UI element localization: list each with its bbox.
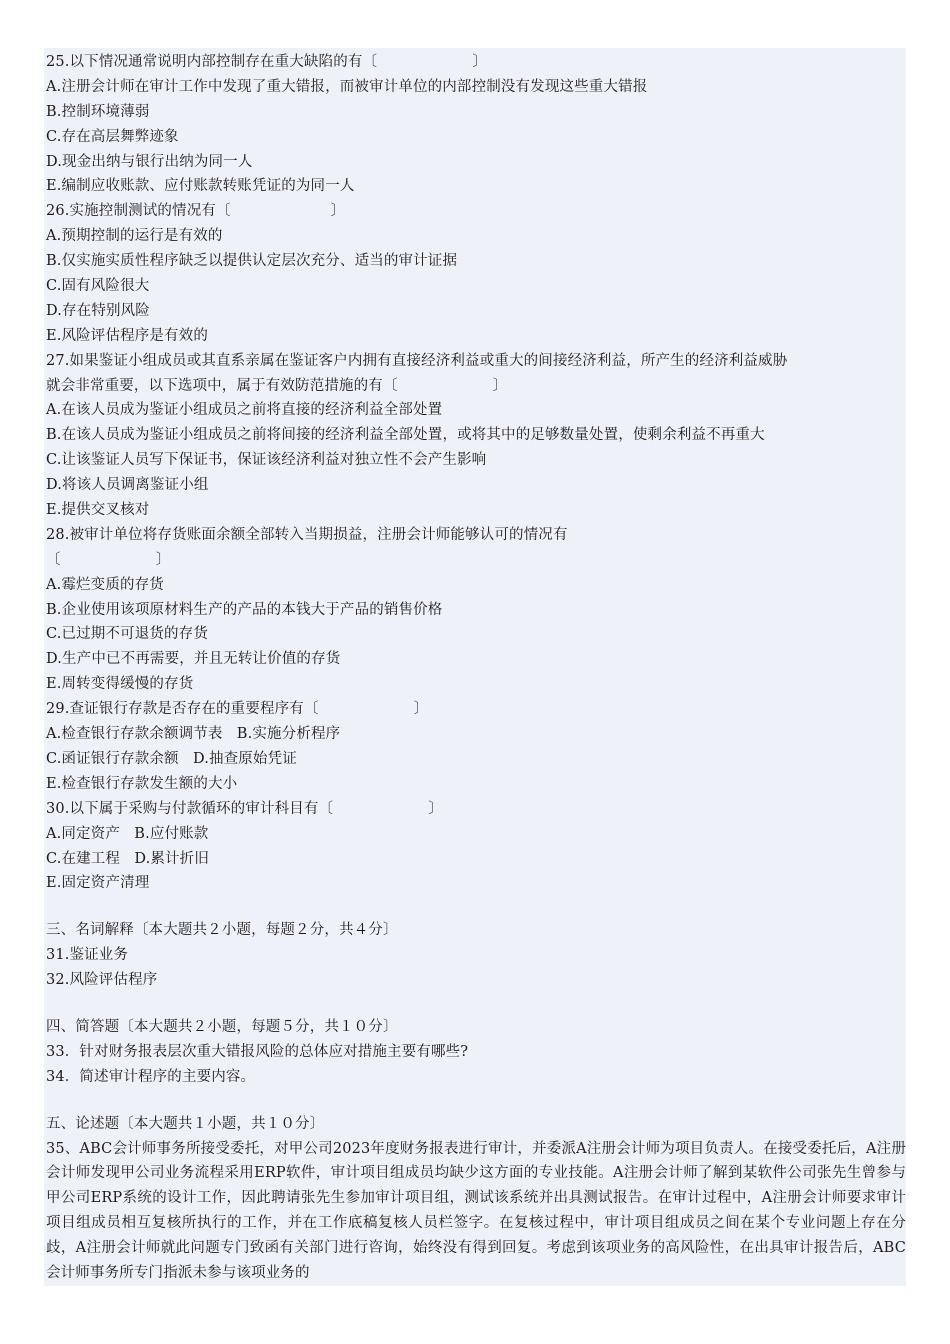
question-27-option-b: B.在该人员成为鉴证小组成员之前将间接的经济利益全部处置，或将其中的足够数量处置，使剩余利益不再重大 bbox=[46, 427, 765, 444]
question-29-stem: 29.查证银行存款是否存在的重要程序有〔 〕 bbox=[46, 701, 429, 718]
question-30-options-ab: A.同定资产 B.应付账款 bbox=[46, 825, 209, 842]
question-26-option-e: E.风险评估程序是有效的 bbox=[46, 327, 208, 344]
section-gap bbox=[46, 993, 906, 1015]
section-gap bbox=[46, 896, 906, 918]
section-5-heading: 五、论述题〔本大题共１小题，共１０分〕 bbox=[46, 1115, 325, 1132]
question-28-option-e: E.周转变得缓慢的存货 bbox=[46, 676, 194, 693]
question-29-options-ab: A.检查银行存款余额调节表 B.实施分析程序 bbox=[46, 726, 341, 743]
question-26-option-b: B.仅实施实质性程序缺乏以提供认定层次充分、适当的审计证据 bbox=[46, 253, 458, 270]
question-31: 31.鉴证业务 bbox=[46, 947, 129, 964]
question-25-option-c: C.存在高层舞弊迹象 bbox=[46, 128, 179, 145]
question-35-paragraph: 35、ABC会计师事务所接受委托，对甲公司2023年度财务报表进行审计，并委派A注册会计师为项目负责人。在接受委托后，A注册会计师发现甲公司业务流程采用ERP软件，审计项目组成员均缺少这方面的专业技能。A注册会计师了解到某软件公司张先生曾参与甲公司ERP系统的设计工作，因此聘请张先生参加审计项目组，测试该系统并出具测试报告。在审计过程中，A注册会计师要求审计项目组成员相互复核所执行的工作，并在工作底稿复核人员栏签字。在复核过程中，审计项目组成员之间在某个专业问题上存在分歧，A注册会计师就此问题专门致函有关部门进行咨询，始终没有得到回复。考虑到该项业务的高风险性，在出具审计报告后，ABC会计师事务所专门指派未参与该项业务的 bbox=[46, 1140, 906, 1282]
question-28-option-a: A.霉烂变质的存货 bbox=[46, 576, 164, 593]
question-29-option-e: E.检查银行存款发生额的大小 bbox=[46, 775, 238, 792]
question-32: 32.风险评估程序 bbox=[46, 972, 158, 989]
question-26-option-c: C.固有风险很大 bbox=[46, 278, 150, 295]
question-33: 33．针对财务报表层次重大错报风险的总体应对措施主要有哪些? bbox=[46, 1043, 469, 1060]
question-25-option-d: D.现金出纳与银行出纳为同一人 bbox=[46, 153, 253, 170]
question-30-options-cd: C.在建工程 D.累计折旧 bbox=[46, 850, 209, 867]
question-28-stem-line-1: 28.被审计单位将存货账面余额全部转入当期损益，注册会计师能够认可的情况有 bbox=[46, 526, 568, 543]
question-26-stem: 26.实施控制测试的情况有〔 〕 bbox=[46, 203, 346, 220]
question-26-option-d: D.存在特别风险 bbox=[46, 302, 150, 319]
question-28-option-b: B.企业使用该项原材料生产的产品的本钱大于产品的销售价格 bbox=[46, 601, 443, 618]
exam-content bbox=[46, 50, 906, 1286]
section-gap bbox=[46, 1090, 906, 1112]
question-27-option-d: D.将该人员调离鉴证小组 bbox=[46, 477, 209, 494]
question-27-option-e: E.提供交叉核对 bbox=[46, 502, 150, 519]
question-25-option-a: A.注册会计师在审计工作中发现了重大错报，而被审计单位的内部控制没有发现这些重大错报 bbox=[46, 78, 648, 95]
question-29-options-cd: C.函证银行存款余额 D.抽查原始凭证 bbox=[46, 750, 297, 767]
section-4-heading: 四、简答题〔本大题共２小题，每题５分，共１０分〕 bbox=[46, 1018, 398, 1035]
question-26-option-a: A.预期控制的运行是有效的 bbox=[46, 228, 223, 245]
question-28-option-c: C.已过期不可退货的存货 bbox=[46, 626, 208, 643]
question-25-option-b: B.控制环境薄弱 bbox=[46, 103, 150, 120]
question-27-stem-line-2: 就会非常重要，以下选项中，属于有效防范措施的有〔 〕 bbox=[46, 377, 508, 394]
question-27-option-a: A.在该人员成为鉴证小组成员之前将直接的经济利益全部处置 bbox=[46, 402, 443, 419]
question-28-option-d: D.生产中已不再需要，并且无转让价值的存货 bbox=[46, 651, 341, 668]
question-28-stem-line-2: 〔 〕 bbox=[46, 551, 171, 568]
question-25-option-e: E.编制应收账款、应付账款转账凭证的为同一人 bbox=[46, 178, 355, 195]
question-30-option-e: E.固定资产清理 bbox=[46, 875, 150, 892]
question-30-stem: 30.以下属于采购与付款循环的审计科目有〔 〕 bbox=[46, 800, 444, 817]
question-27-option-c: C.让该鉴证人员写下保证书，保证该经济利益对独立性不会产生影响 bbox=[46, 452, 487, 469]
question-27-stem-line-1: 27.如果鉴证小组成员或其直系亲属在鉴证客户内拥有直接经济利益或重大的间接经济利益，所产生的经济利益威胁 bbox=[46, 352, 788, 369]
section-3-heading: 三、名词解释〔本大题共２小题，每题２分，共４分〕 bbox=[46, 922, 398, 939]
question-25-stem: 25.以下情况通常说明内部控制存在重大缺陷的有〔 〕 bbox=[46, 54, 487, 70]
question-34: 34．简述审计程序的主要内容。 bbox=[46, 1068, 256, 1085]
